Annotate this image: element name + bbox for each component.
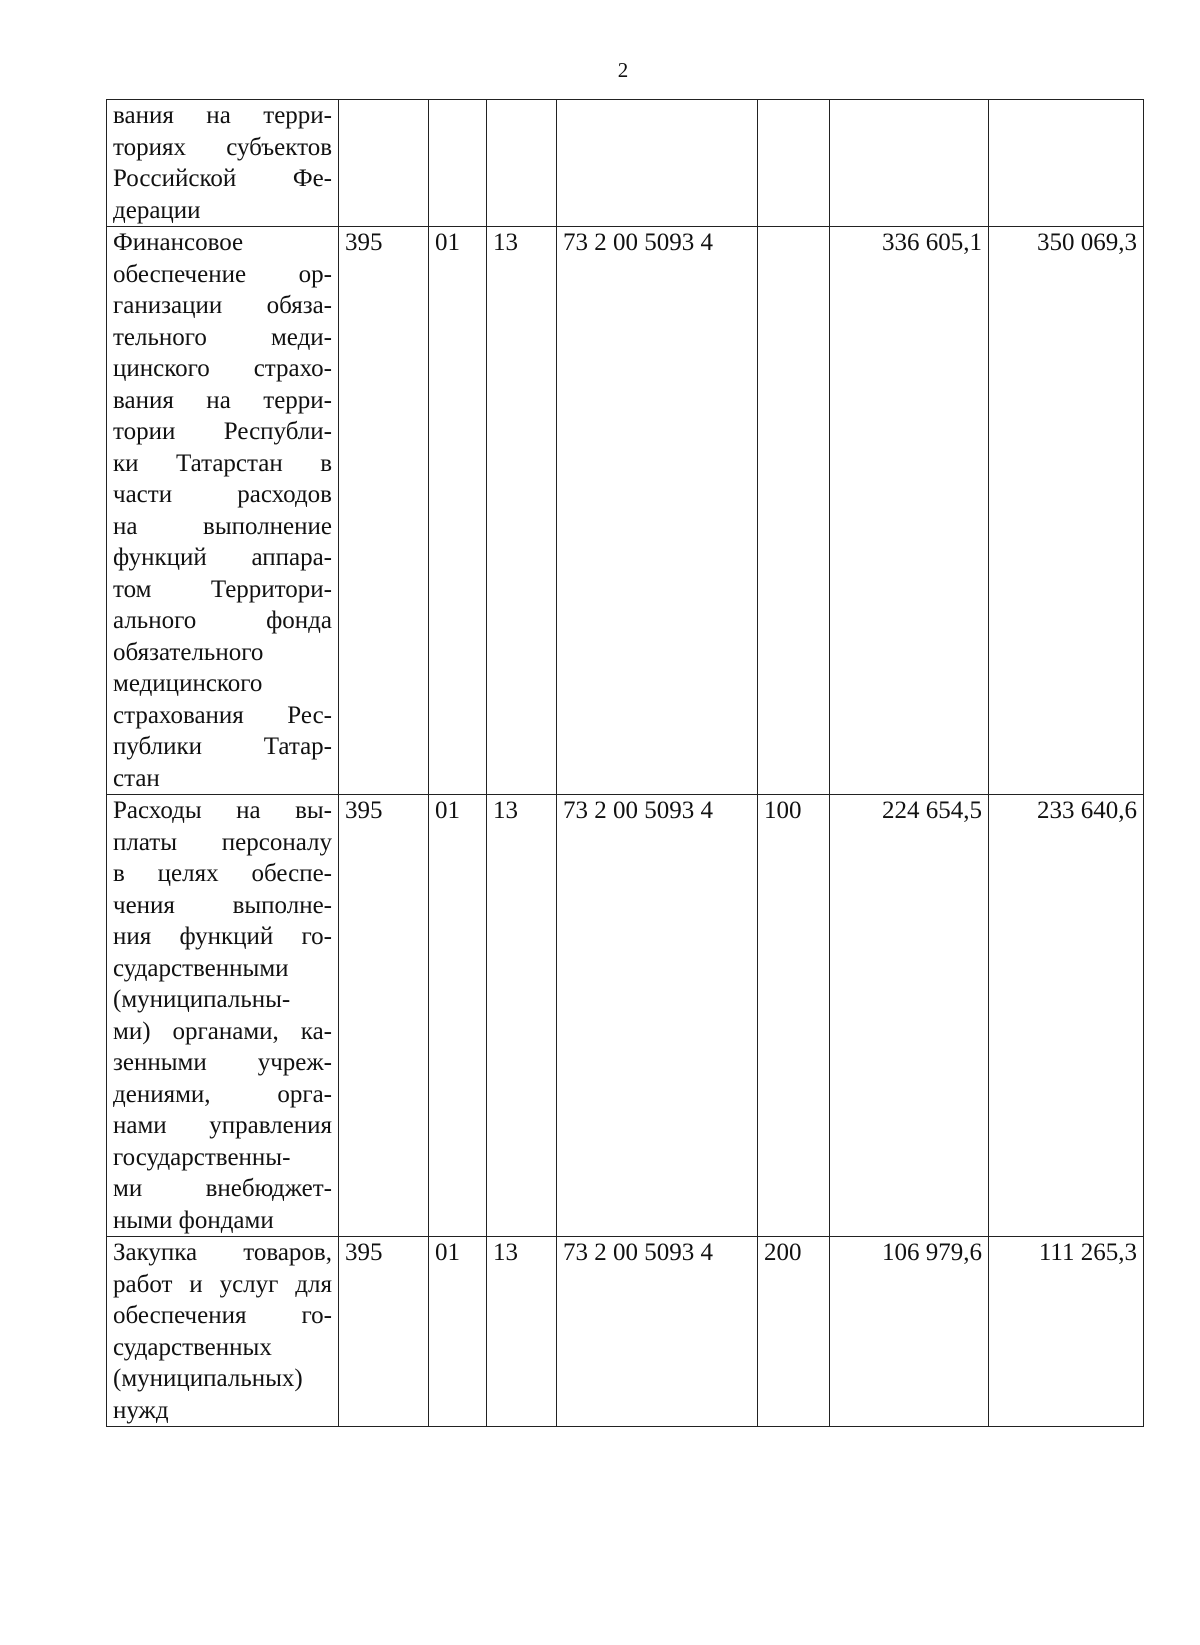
item-name-line: государственны-	[113, 1143, 291, 1171]
item-name-line: чения выполне-	[113, 891, 332, 919]
item-name-line: платы персоналу	[113, 828, 332, 856]
table-row	[107, 795, 1144, 1237]
budget-table	[106, 99, 1144, 1427]
target-article-cell: 73 2 00 5093 4	[557, 795, 758, 1237]
item-name-line: дениями, орга-	[113, 1080, 332, 1108]
target-article-cell: 73 2 00 5093 4	[557, 227, 758, 795]
grbs-cell: 395	[339, 795, 429, 1237]
item-name-line: Финансовое	[113, 229, 244, 256]
item-name-line: в целях обеспе-	[113, 860, 332, 887]
item-name-line: сударственных	[113, 1333, 272, 1361]
item-name-line: обязательного	[113, 638, 264, 666]
item-name-line: ми) органами, ка-	[113, 1017, 332, 1045]
item-name-line: ния функций го-	[113, 923, 332, 950]
item-name-line: обеспечение ор-	[113, 260, 332, 288]
item-name-line: на выполнение	[113, 512, 332, 540]
item-name-line: ального фонда	[113, 607, 332, 634]
item-name-line: нами управления	[113, 1112, 332, 1139]
item-name-line: тории Республи-	[113, 418, 332, 445]
item-name-line: сударственными	[113, 954, 289, 982]
expense-type-cell: 200	[758, 1237, 830, 1427]
item-name-line: ганизации обяза-	[113, 292, 332, 319]
table-row	[107, 100, 1144, 227]
item-name-line: медицинского	[113, 670, 263, 697]
table-row	[107, 1237, 1144, 1427]
year2-amount-cell: 350 069,3	[989, 227, 1144, 795]
item-name-line: ториях субъектов	[113, 133, 332, 161]
item-name-line: функций аппара-	[113, 544, 332, 571]
year1-amount-cell: 224 654,5	[830, 795, 989, 1237]
item-name-line: дерации	[113, 196, 201, 224]
year1-amount-cell	[830, 100, 989, 227]
item-name-line: Расходы на вы-	[113, 797, 332, 824]
year2-amount-cell: 233 640,6	[989, 795, 1144, 1237]
item-name-line: нужд	[113, 1396, 169, 1424]
subsection-cell: 13	[487, 795, 557, 1237]
item-name-cell	[107, 100, 339, 227]
grbs-cell: 395	[339, 227, 429, 795]
section-cell: 01	[429, 795, 487, 1237]
item-name-cell	[107, 1237, 339, 1427]
item-name-line: ки Татарстан в	[113, 449, 332, 477]
subsection-cell: 13	[487, 227, 557, 795]
subsection-cell: 13	[487, 1237, 557, 1427]
grbs-cell: 395	[339, 1237, 429, 1427]
item-name-line: вания на терри-	[113, 386, 332, 414]
year1-amount-cell: 336 605,1	[830, 227, 989, 795]
item-name-line: (муниципальны-	[113, 986, 291, 1013]
item-name-line: Закупка товаров,	[113, 1239, 332, 1266]
table-row	[107, 227, 1144, 795]
item-name-line: стан	[113, 764, 160, 792]
section-cell: 01	[429, 1237, 487, 1427]
item-name-line: работ и услуг для	[113, 1270, 332, 1298]
item-name-line: том Территори-	[113, 575, 332, 603]
target-article-cell	[557, 100, 758, 227]
expense-type-cell: 100	[758, 795, 830, 1237]
section-cell	[429, 100, 487, 227]
target-article-cell: 73 2 00 5093 4	[557, 1237, 758, 1427]
item-name-cell	[107, 795, 339, 1237]
section-cell: 01	[429, 227, 487, 795]
item-name-line: Российской Фе-	[113, 165, 332, 192]
year2-amount-cell	[989, 100, 1144, 227]
page-number: 2	[617, 58, 629, 82]
item-name-line: страхования Рес-	[113, 701, 332, 729]
grbs-cell	[339, 100, 429, 227]
item-name-cell	[107, 227, 339, 795]
item-name-line: зенными учреж-	[113, 1049, 332, 1076]
item-name-line: обеспечения го-	[113, 1302, 332, 1329]
item-name-line: цинского страхо-	[113, 355, 332, 382]
item-name-line: части расходов	[113, 481, 332, 508]
year1-amount-cell: 106 979,6	[830, 1237, 989, 1427]
item-name-line: тельного меди-	[113, 323, 332, 351]
item-name-line: публики Татар-	[113, 733, 332, 760]
subsection-cell	[487, 100, 557, 227]
item-name-line: (муниципальных)	[113, 1365, 303, 1392]
item-name-line: вания на терри-	[113, 102, 332, 129]
item-name-line: ными фондами	[113, 1206, 274, 1234]
expense-type-cell	[758, 100, 830, 227]
expense-type-cell	[758, 227, 830, 795]
item-name-line: ми внебюджет-	[113, 1175, 332, 1202]
year2-amount-cell: 111 265,3	[989, 1237, 1144, 1427]
